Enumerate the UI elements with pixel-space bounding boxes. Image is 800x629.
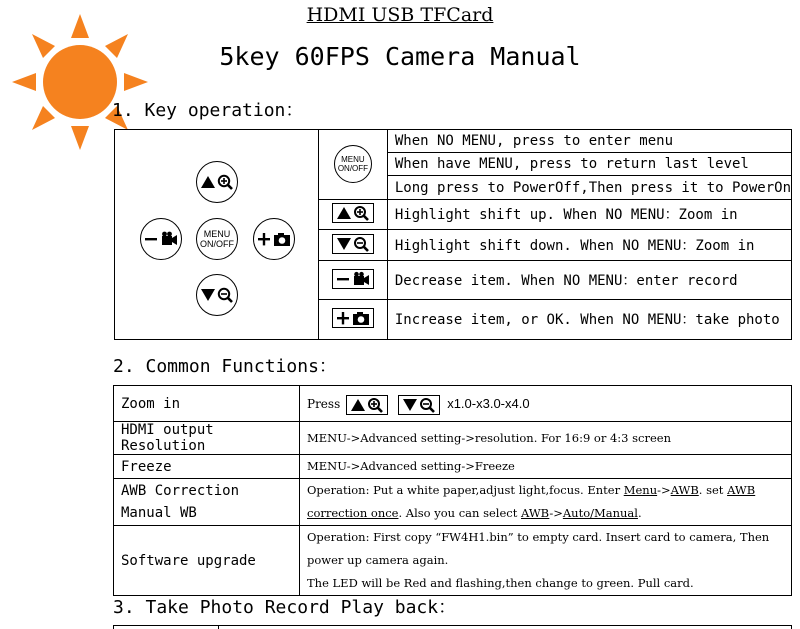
up-zoom-button-box	[332, 203, 374, 223]
zoom-value	[300, 386, 792, 422]
awb-awb-2: AWB	[521, 506, 550, 520]
zoom-label: Zoom in	[114, 386, 300, 422]
menu-desc-2: When have MENU, press to return last level	[387, 153, 791, 176]
down-zoom-icon	[402, 397, 436, 413]
minus-key-desc: Decrease item. When NO MENU：enter record	[387, 261, 791, 299]
freeze-value: MENU->Advanced setting->Freeze	[300, 455, 792, 479]
key-operation-table	[114, 129, 792, 340]
common-functions-table	[113, 385, 792, 596]
menu-key-cell	[319, 130, 388, 200]
up-zoom-icon	[350, 397, 384, 413]
section-heading-take-photo: 3. Take Photo Record Play back：	[113, 597, 457, 618]
software-line-1: Operation: First copy “FW4H1.bin” to empty card. Insert card to camera, Then	[307, 530, 770, 544]
menu-desc-1: When NO MENU, press to enter menu	[387, 130, 791, 153]
down-zoom-key	[196, 274, 238, 316]
awb-text-4: .	[637, 506, 642, 520]
minus-key-cell	[319, 261, 388, 299]
software-value	[300, 526, 792, 596]
awb-awb-1: AWB	[670, 483, 699, 497]
plus-photo-icon	[257, 230, 291, 248]
onoff-key-label: ON/OFF	[200, 239, 234, 249]
document-subtitle: HDMI USB TFCard	[306, 4, 494, 26]
down-zoom-icon	[200, 286, 234, 304]
awb-text-1: Operation: Put a white paper,adjust light,focus. Enter	[307, 483, 624, 497]
document-title: 5key 60FPS Camera Manual	[219, 42, 581, 71]
hdmi-label: HDMI output Resolution	[114, 422, 300, 455]
software-line-2: power up camera again.	[307, 553, 449, 567]
awb-text-2: . set	[698, 483, 728, 497]
menu-desc-3: Long press to PowerOff,Then press it to PowerOn	[387, 176, 791, 199]
up-zoom-icon	[336, 205, 370, 221]
zoom-up-box	[346, 395, 388, 415]
awb-arrow-1: ->	[657, 483, 671, 497]
plus-key-cell	[319, 299, 388, 339]
section-heading-key-operation: 1. Key operation：	[112, 100, 304, 121]
onoff-key-label: ON/OFF	[337, 164, 369, 174]
plus-photo-icon	[336, 310, 370, 326]
down-zoom-icon	[336, 236, 370, 252]
awb-correction-once: AWB correction once	[307, 483, 756, 520]
up-key-cell	[319, 199, 388, 229]
awb-arrow-2: ->	[549, 506, 563, 520]
minus-record-icon	[336, 271, 370, 287]
keypad-diagram	[115, 130, 318, 339]
plus-key-desc: Increase item, or OK. When NO MENU：take photo	[387, 299, 791, 339]
minus-record-icon	[144, 230, 178, 248]
software-line-3: The LED will be Red and flashing,then change to green. Pull card.	[307, 576, 694, 590]
awb-text-3: . Also you can select	[398, 506, 521, 520]
awb-label-line2: Manual WB	[121, 505, 197, 521]
up-zoom-icon	[200, 173, 234, 191]
awb-menu-link: Menu	[623, 483, 658, 497]
down-zoom-button-box	[332, 234, 374, 254]
menu-key-label: MENU	[341, 155, 365, 165]
plus-photo-key	[253, 218, 295, 260]
zoom-press-text: Press	[307, 396, 341, 411]
up-zoom-key	[196, 161, 238, 203]
table-column-divider	[218, 625, 219, 629]
section-heading-common-functions: 2. Common Functions：	[113, 356, 337, 377]
table-top-edge	[113, 625, 792, 629]
menu-onoff-key	[196, 218, 238, 260]
zoom-range: x1.0-x3.0-x4.0	[447, 395, 530, 411]
menu-onoff-key-small	[334, 145, 372, 183]
menu-key-label: MENU	[203, 229, 231, 239]
awb-auto-manual: Auto/Manual	[562, 506, 638, 520]
awb-label-line1: AWB Correction	[121, 483, 240, 499]
down-key-cell	[319, 229, 388, 260]
software-label: Software upgrade	[114, 526, 300, 596]
keypad-cell	[115, 130, 319, 340]
hdmi-value: MENU->Advanced setting->resolution. For 16:9 or 4:3 screen	[300, 422, 792, 455]
minus-record-button-box	[332, 269, 374, 289]
down-key-desc: Highlight shift down. When NO MENU：Zoom in	[387, 229, 791, 260]
freeze-label: Freeze	[114, 455, 300, 479]
up-key-desc: Highlight shift up. When NO MENU：Zoom in	[387, 199, 791, 229]
minus-record-key	[140, 218, 182, 260]
awb-label	[114, 479, 300, 526]
plus-photo-button-box	[332, 308, 374, 328]
zoom-down-box	[398, 395, 440, 415]
awb-value	[300, 479, 792, 526]
